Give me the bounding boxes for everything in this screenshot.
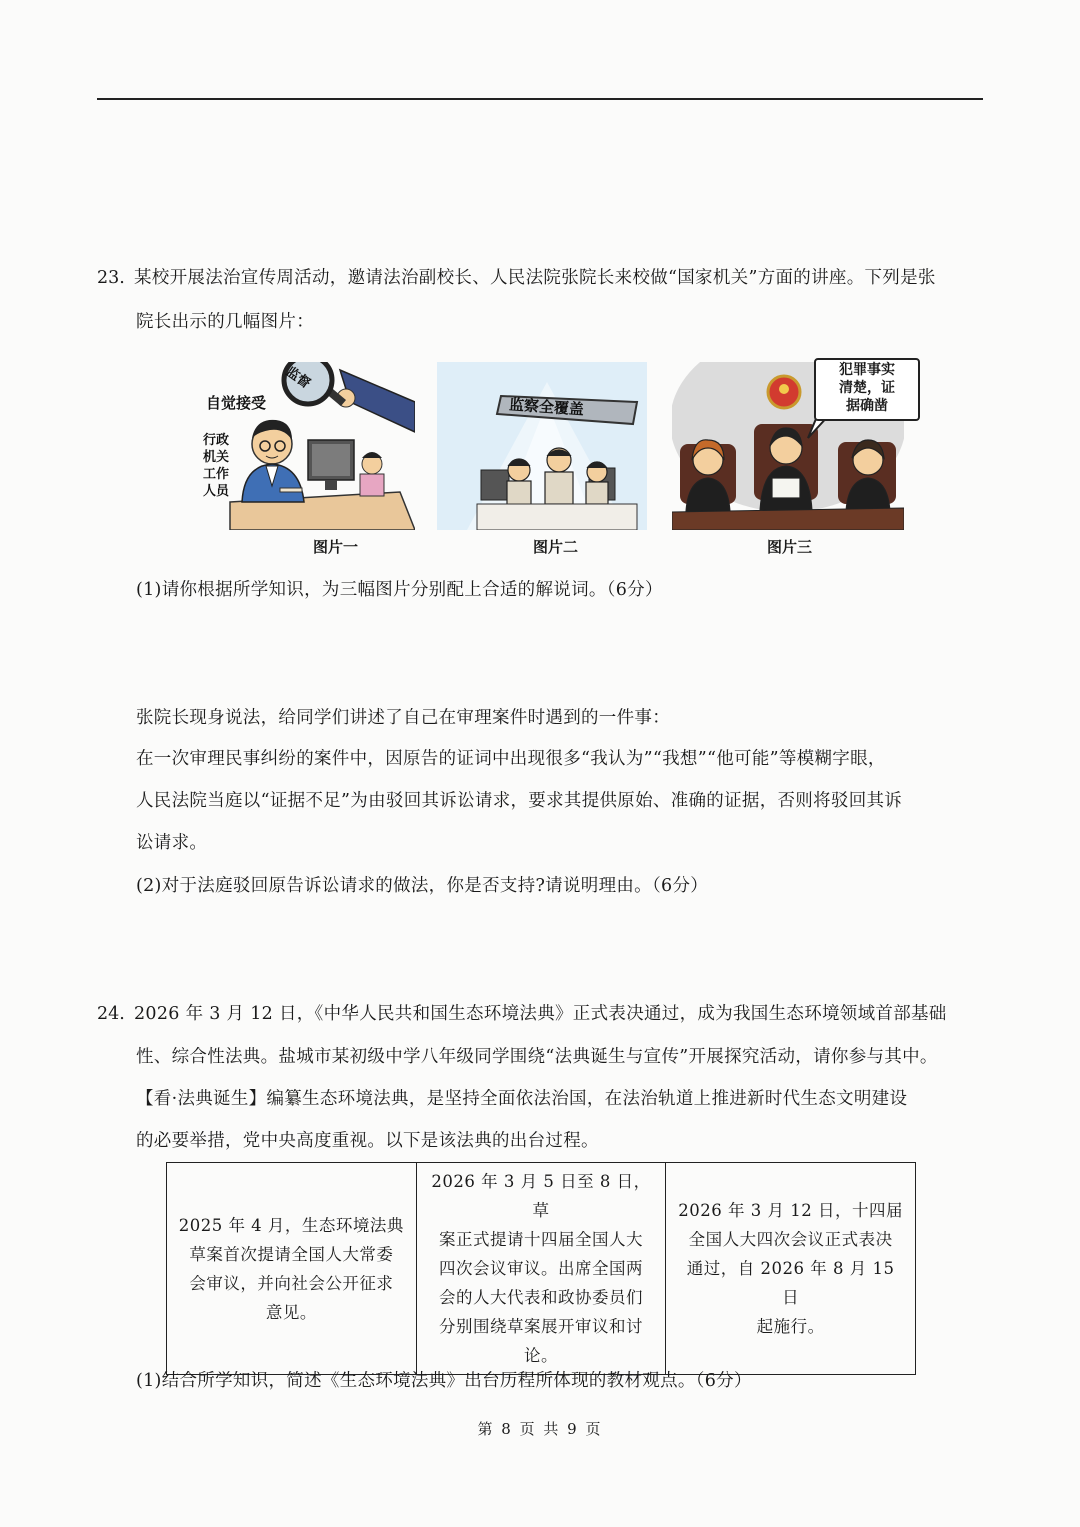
timeline-table bbox=[166, 1162, 916, 1375]
page-footer: 第 8 页 共 9 页 bbox=[477, 1420, 603, 1438]
magnifier-label: 监督 bbox=[282, 364, 313, 392]
question-24-number: 24. bbox=[97, 1004, 125, 1024]
story-line1: 张院长现身说法，给同学们讲述了自己在审理案件时遇到的一件事： bbox=[136, 708, 670, 728]
figure-2-caption: 图片二 bbox=[533, 538, 579, 556]
timeline-cell-2: 2026 年 3 月 5 日至 8 日，草 案正式提请十四届全国人大 四次会议审议。出席全国两 会的人大代表和政协委员们 分别围绕草案展开审议和讨 论。 bbox=[416, 1163, 666, 1375]
figure-1-label-side: 行政 机关 工作 人员 bbox=[203, 433, 230, 499]
question-23-stem-line1: 某校开展法治宣传周活动，邀请法治副校长、人民法院张院长来校做“国家机关”方面的讲座。下列是张 bbox=[134, 268, 936, 288]
question-24-stem-line1: 2026 年 3 月 12 日，《中华人民共和国生态环境法典》正式表决通过，成为我国生态环境领域首部基础 bbox=[134, 1004, 947, 1024]
table-row bbox=[167, 1163, 916, 1375]
look-line2: 的必要举措，党中央高度重视。以下是该法典的出台过程。 bbox=[136, 1131, 599, 1151]
figure-1-illustration bbox=[200, 362, 415, 530]
figure-2-banner: 监察全覆盖 bbox=[508, 395, 585, 419]
question-23-stem-line2: 院长出示的几幅图片： bbox=[136, 312, 314, 332]
figure-2-illustration bbox=[437, 362, 647, 530]
question-24-stem-line2: 性、综合性法典。盐城市某初级中学八年级同学围绕“法典诞生与宣传”开展探究活动，请你参与其中。 bbox=[136, 1047, 938, 1067]
figure-3-caption: 图片三 bbox=[767, 538, 813, 556]
speech-bubble: 犯罪事实 清楚，证 据确凿 bbox=[814, 358, 920, 421]
question-24-sub1: (1)结合所学知识，简述《生态环境法典》出台历程所体现的教材观点。（6分） bbox=[136, 1371, 752, 1391]
story-line3: 人民法院当庭以“证据不足”为由驳回其诉讼请求，要求其提供原始、准确的证据，否则将驳回其诉 bbox=[136, 791, 903, 811]
look-line1: 【看·法典诞生】编纂生态环境法典，是坚持全面依法治国，在法治轨道上推进新时代生态文明建设 bbox=[136, 1089, 908, 1109]
figure-1-caption: 图片一 bbox=[313, 538, 359, 556]
question-23-sub1: (1)请你根据所学知识，为三幅图片分别配上合适的解说词。（6分） bbox=[136, 580, 663, 600]
header-rule bbox=[97, 98, 983, 100]
timeline-cell-3: 2026 年 3 月 12 日，十四届 全国人大四次会议正式表决 通过，自 2026 年 8 月 15 日 起施行。 bbox=[666, 1163, 916, 1375]
story-line2: 在一次审理民事纠纷的案件中，因原告的证词中出现很多“我认为”“我想”“他可能”等模糊字眼， bbox=[136, 749, 886, 769]
figure-1-label-top: 自觉接受 bbox=[206, 394, 267, 412]
timeline-cell-1: 2025 年 4 月，生态环境法典 草案首次提请全国人大常委 会审议，并向社会公开征求 意见。 bbox=[167, 1163, 417, 1375]
question-23-sub2: (2)对于法庭驳回原告诉讼请求的做法，你是否支持?请说明理由。（6分） bbox=[136, 876, 709, 896]
question-23-number: 23. bbox=[97, 268, 125, 288]
story-line4: 讼请求。 bbox=[136, 833, 208, 853]
